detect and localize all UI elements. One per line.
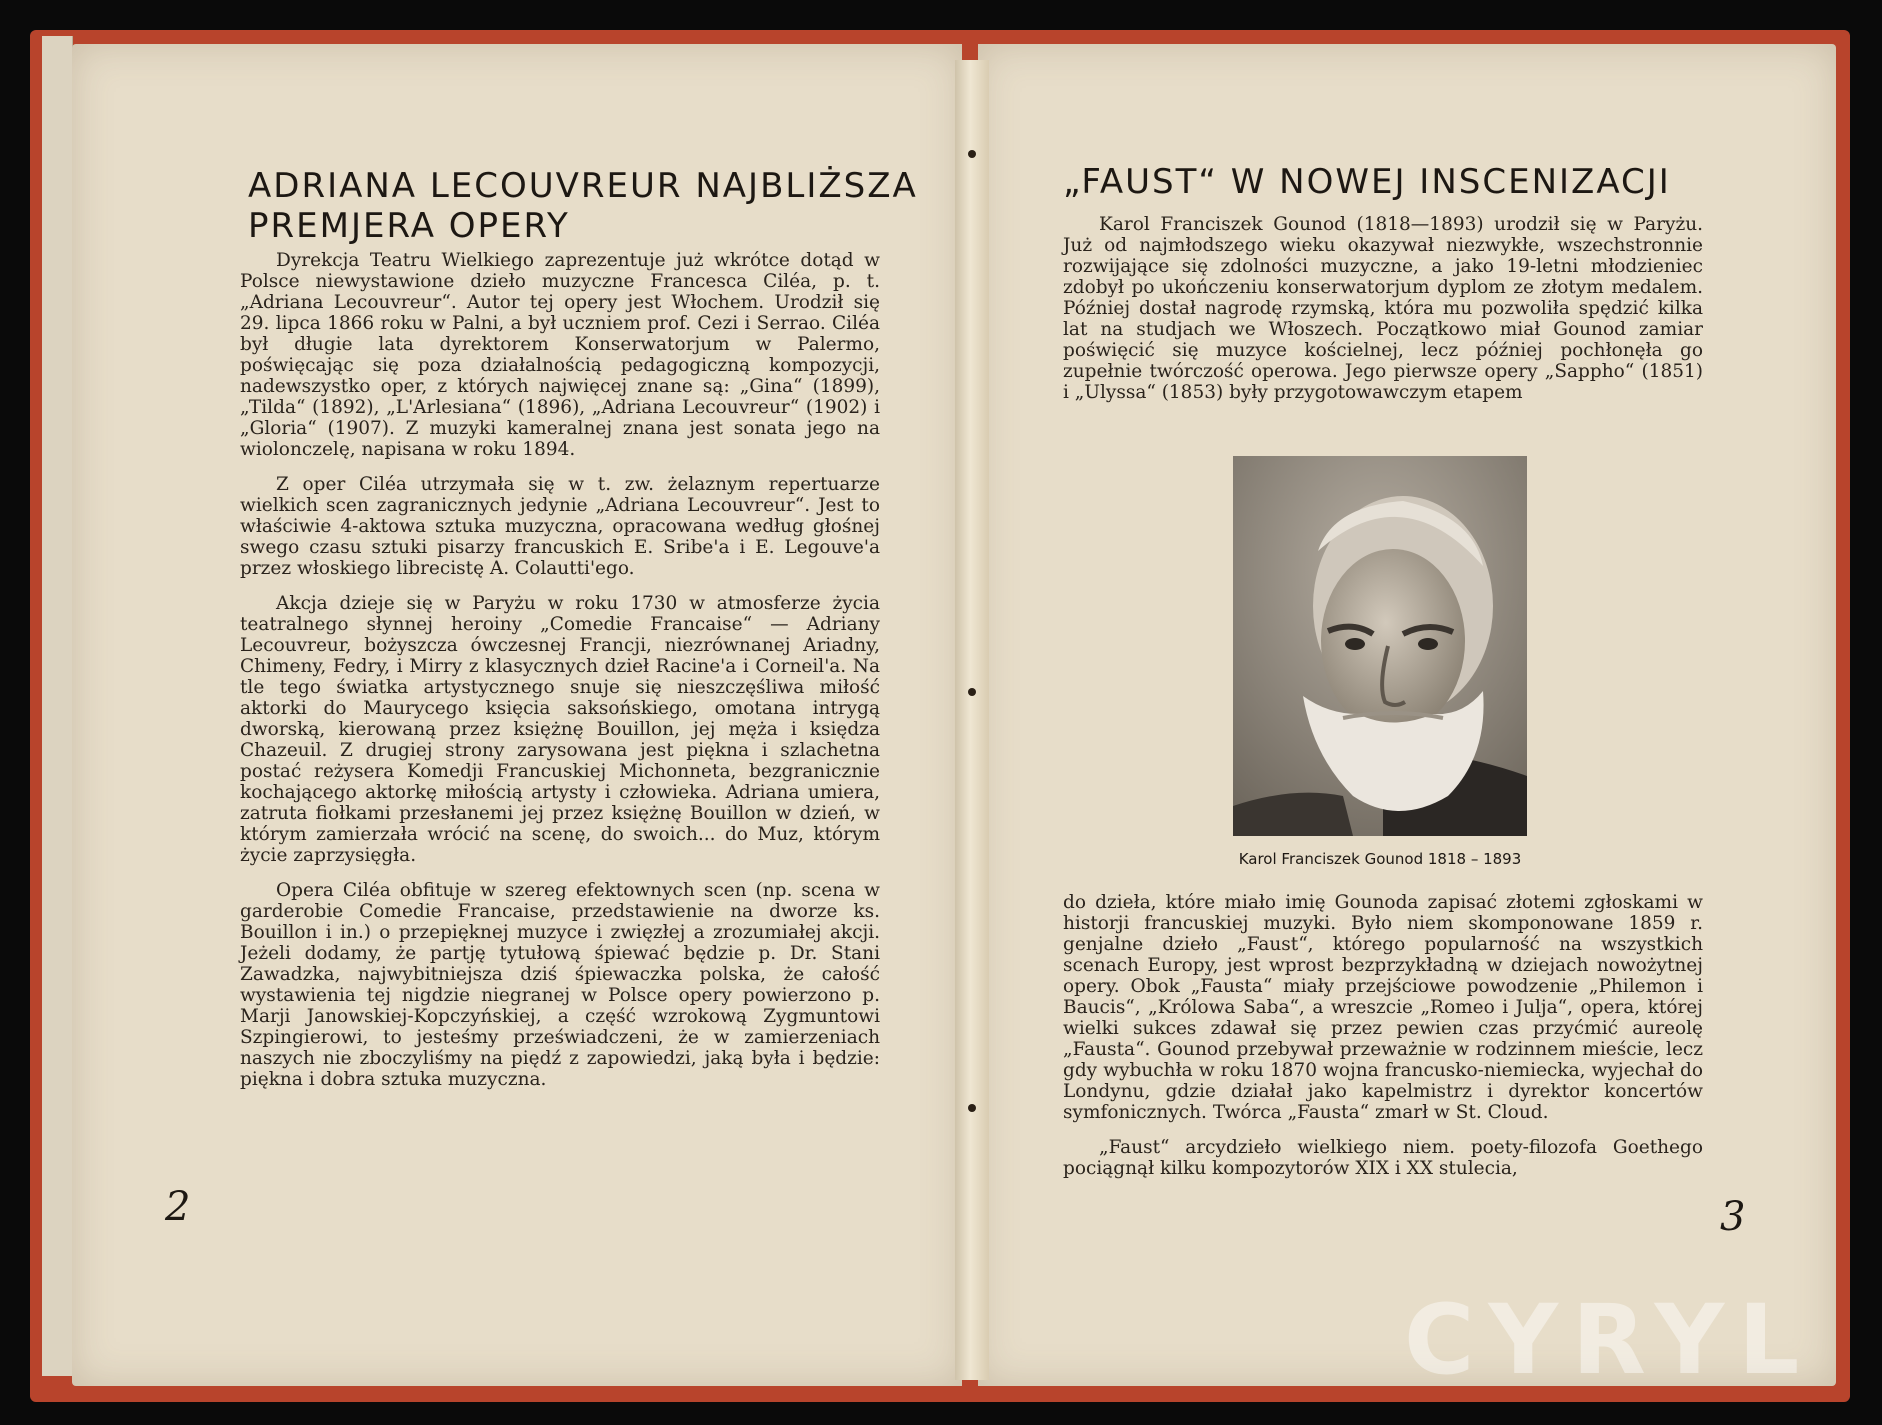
page-number-right: 3	[1720, 1194, 1746, 1240]
left-paragraph-4: Opera Ciléa obfituje w szereg efektownych scen (np. scena w garderobie Comedie Francaise, przedstawienie na dworze ks. Bouillon i in.) o przepięknej muzyce i zwięzłej a zrozumiałej akcji. Jeżeli dodamy, że partję tytułową śpiewać będzie p. Dr. Stani Zawadzka, najwybitniejsza dziś śpiewaczka polska, że całość wystawienia tej nigdzie niegranej w Polsce opery powierzono p. Marji Janowskiej-Kopczyńskiej, a część wzrokową Zygmuntowi Szpingierowi, to jesteśmy przeświadczeni, że w zamierzeniach naszych nie zboczyliśmy na piędź z zapowiedzi, jaką była i będzie: piękna i dobra sztuka muzyczna.	[240, 880, 880, 1090]
binding-stitch	[968, 688, 976, 696]
left-paragraph-1: Dyrekcja Teatru Wielkiego zaprezentuje już wkrótce dotąd w Polsce niewystawione dzieło muzyczne Francesca Ciléa, p. t. „Adriana Lecouvreur“. Autor tej opery jest Włochem. Urodził się 29. lipca 1866 roku w Palni, a był uczniem prof. Cezi i Serrao. Ciléa był długie lata dyrektorem Konserwatorjum w Palermo, poświęcając się poza działalnością pedagogiczną kompozycji, nadewszystko oper, z których najwięcej znane są: „Gina“ (1899), „Tilda“ (1892), „L'Arlesiana“ (1896), „Adriana Lecouvreur“ (1902) i „Gloria“ (1907). Z muzyki kameralnej znana jest sonata jego na wiolonczelę, napisana w roku 1894.	[240, 250, 880, 460]
right-heading: „FAUST“ W NOWEJ INSCENIZACJI	[1063, 162, 1671, 202]
portrait-caption: Karol Franciszek Gounod 1818 – 1893	[1238, 850, 1522, 868]
right-paragraph-3: „Faust“ arcydzieło wielkiego niem. poety-filozofa Goethego pociągnął kilku kompozytorów XIX i XX stulecia,	[1063, 1137, 1703, 1179]
left-heading-line-1: ADRIANA LECOUVREUR NAJBLIŻSZA	[248, 166, 918, 206]
left-article-body	[240, 250, 880, 1104]
page-number-left: 2	[165, 1184, 191, 1230]
left-paragraph-2: Z oper Ciléa utrzymała się w t. zw. żelaznym repertuarze wielkich scen zagranicznych jedynie „Adriana Lecouvreur“. Jest to właściwie 4-aktowa sztuka muzyczna, opracowana według głośnej swego czasu sztuki pisarzy francuskich E. Sribe'a i E. Legouve'a przez włoskiego librecistę A. Colautti'ego.	[240, 474, 880, 579]
portrait-illustration	[1233, 456, 1527, 836]
right-paragraph-2: do dzieła, które miało imię Gounoda zapisać złotemi zgłoskami w historji francuskiej muzyki. Było niem skomponowane 1859 r. genjalne dzieło „Faust“, którego popularność na wszystkich scenach Europy, jest wprost bezprzykładną w dziejach nowożytnej opery. Obok „Fausta“ miały przejściowe powodzenie „Philemon i Baucis“, „Królowa Saba“, a wreszcie „Romeo i Julja“, opera, której wielki sukces zdawał się przez pewien czas przyćmić aureolę „Fausta“. Gounod przebywał przeważnie w rodzinnem mieście, lecz gdy wybuchła w roku 1870 wojna francusko-niemiecka, wyjechał do Londynu, gdzie działał jako kapelmistrz i dyrektor koncertów symfonicznych. Twórca „Fausta“ zmarł w St. Cloud.	[1063, 892, 1703, 1123]
right-intro-text	[1063, 214, 1703, 417]
left-heading-line-2: PREMJERA OPERY	[248, 206, 570, 246]
watermark-logo: CYRYL	[1404, 1284, 1814, 1396]
binding-stitch	[968, 1104, 976, 1112]
page-edges	[42, 36, 73, 1376]
right-paragraph-1: Karol Franciszek Gounod (1818—1893) urodził się w Paryżu. Już od najmłodszego wieku okazywał niezwykłe, wszechstronnie rozwijające się zdolności muzyczne, a jako 19-letni młodzieniec zdobył po ukończeniu konserwatorjum dyplom ze złotym medalem. Później dostał nagrodę rzymską, która mu pozwoliła spędzić kilka lat na studjach we Włoszech. Początkowo miał Gounod zamiar poświęcić się muzyce kościelnej, lecz później pochłonęła go zupełnie twórczość operowa. Jego pierwsze opery „Sappho“ (1851) i „Ulyssa“ (1853) były przygotowawczym etapem	[1063, 214, 1703, 403]
gounod-portrait	[1233, 456, 1527, 836]
left-paragraph-3: Akcja dzieje się w Paryżu w roku 1730 w atmosferze życia teatralnego słynnej heroiny „Comedie Francaise“ — Adriany Lecouvreur, bożyszcza ówczesnej Francji, niezrównanej Ariadny, Chimeny, Fedry, i Mirry z klasycznych dzieł Racine'a i Corneil'a. Na tle tego światka artystycznego snuje się nieszczęśliwa miłość aktorki do Maurycego księcia saksońskiego, omotana intrygą dworską, kierowaną przez księżnę Bouillon, jej męża i księdza Chazeuil. Z drugiej strony zarysowana jest piękna i szlachetna postać reżysera Komedji Francuskiej Michonneta, bezgranicznie kochającego aktorkę miłością artysty i człowieka. Adriana umiera, zatruta fiołkami przesłanemi jej przez księżnę Bouillon w dzień, w którym zamierzała wrócić na scenę, do swoich... do Muz, którym życie zaprzysięgła.	[240, 593, 880, 866]
left-heading	[248, 166, 918, 246]
binding-stitch	[968, 150, 976, 158]
right-continued-text	[1063, 892, 1703, 1193]
book-gutter	[955, 60, 989, 1380]
